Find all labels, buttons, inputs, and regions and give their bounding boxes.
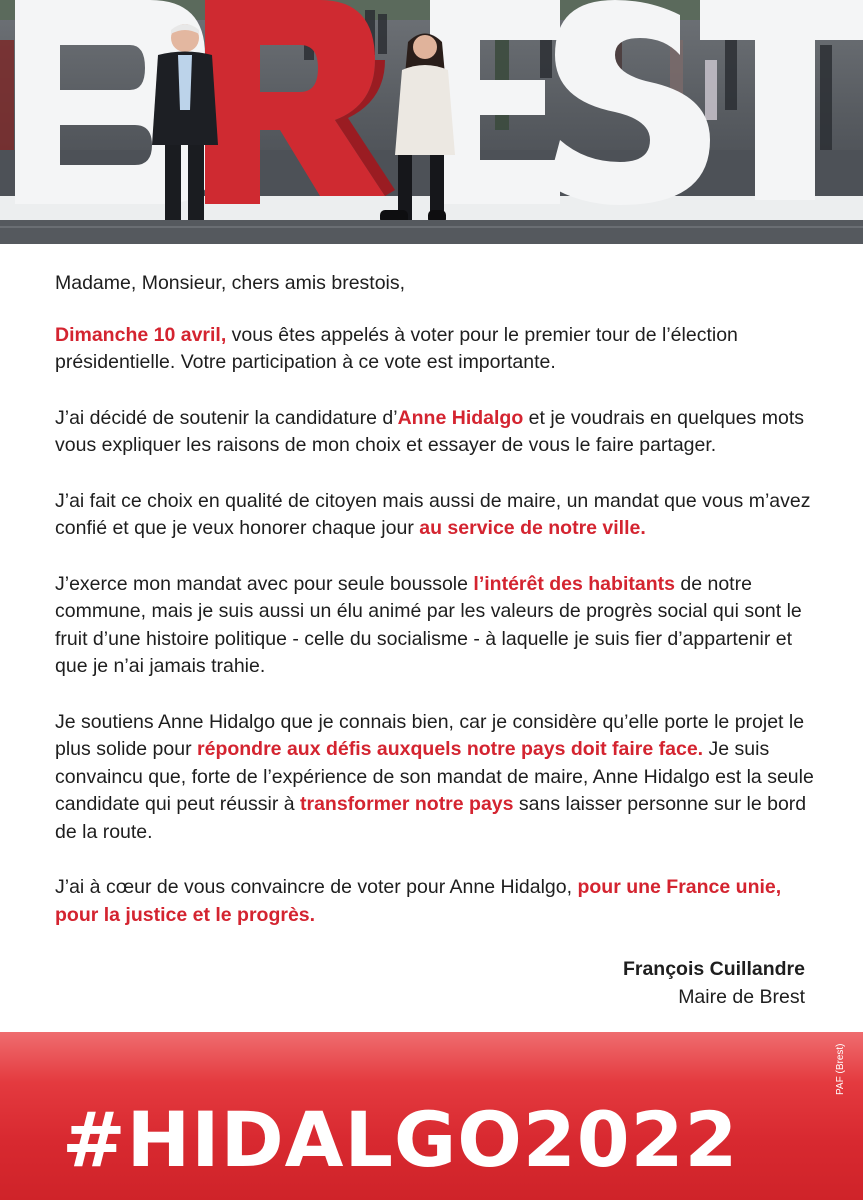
highlight-slogan: pour une France unie, pour la justice et le progrès. — [55, 876, 782, 926]
highlight-candidate: Anne Hidalgo — [397, 406, 524, 429]
highlight-service: au service de notre ville. — [419, 517, 646, 539]
highlight-challenges: répondre aux défis auxquels notre pays doit faire face. — [197, 738, 704, 760]
campaign-banner — [0, 1032, 863, 1200]
letter-body — [55, 270, 815, 957]
campaign-hashtag: #HIDALGO2022 — [62, 1095, 739, 1184]
highlight-transform: transformer notre pays — [300, 793, 514, 815]
signature — [623, 955, 805, 1011]
highlight-date: Dimanche 10 avril, — [55, 323, 227, 346]
paragraph-2: J’ai décidé de soutenir la candidature d’Anne Hidalgo et je voudrais en quelques mots vous expliquer les raisons de mon choix et essayer de vous le faire partager. — [55, 406, 804, 456]
paragraph-3: J’ai fait ce choix en qualité de citoyen mais aussi de maire, un mandat que vous m’avez confié et que je veux honorer chaque jour au service de notre ville. — [55, 489, 811, 539]
paragraph-1: Dimanche 10 avril, vous êtes appelés à voter pour le premier tour de l’élection présidentielle. Votre participation à ce vote est importante. — [55, 323, 738, 373]
paragraph-4: J’exerce mon mandat avec pour seule boussole l’intérêt des habitants de notre commune, mais je suis aussi un élu animé par les valeurs de progrès social qui sont le fruit d’une histoire politique - celle du socialisme - à laquelle je suis fier d’appartenir et que je n’ai jamais trahie. — [55, 572, 802, 677]
highlight-interest: l’intérêt des habitants — [473, 572, 675, 595]
signature-name: François Cuillandre — [622, 958, 805, 980]
paragraph-6: J’ai à cœur de vous convaincre de voter pour Anne Hidalgo, pour une France unie, pour la justice et le progrès. — [55, 876, 782, 926]
brest-sign-scene — [0, 0, 863, 244]
header-photo — [0, 0, 863, 244]
greeting: Madame, Monsieur, chers amis brestois, — [55, 272, 406, 294]
legal-mention: PAF (Brest) — [835, 1043, 846, 1095]
letter-s — [548, 0, 710, 205]
signature-title: Maire de Brest — [678, 986, 805, 1008]
paragraph-5: Je soutiens Anne Hidalgo que je connais bien, car je considère qu’elle porte le projet le plus solide pour répondre aux défis auxquels notre pays doit faire face. Je suis convaincu que, forte de l’expérience de son mandat de maire, Anne Hidalgo est la seule candidate qui peut réussir à transformer notre pays sans laisser personne sur le bord de la route. — [55, 710, 814, 843]
